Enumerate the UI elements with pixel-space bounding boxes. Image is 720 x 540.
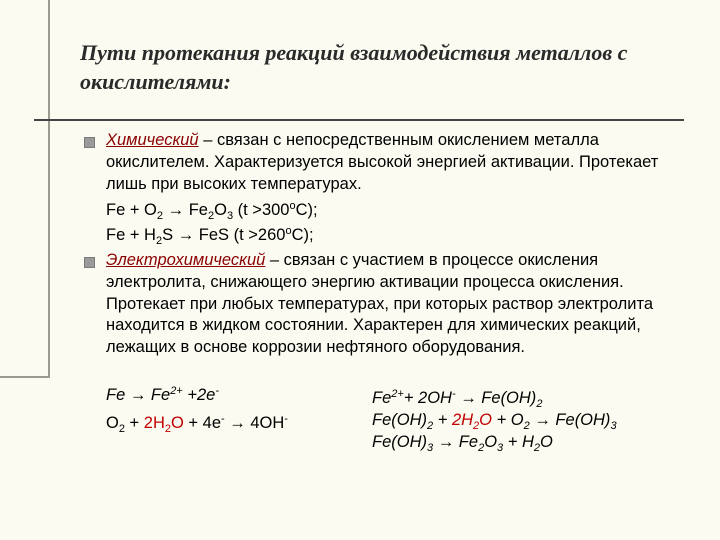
slide-title: Пути протекания реакций взаимодействия металлов с окислителями: <box>80 40 628 94</box>
anode-equation: $Fe \to Fe^{2+} +2e^-$ <box>106 385 219 404</box>
left-bar-bottom-line <box>0 376 48 378</box>
electrochemical-text: – связан с участием в процессе окисления электролита, снижающего энергию активации процесса окисления. Протекает при любых температурах, при которых раствор электролита находится в жидком состоянии. Характерен для химических реакций, лежащих в основе коррозии нефтяного оборудования. <box>106 251 653 357</box>
chemical-term: Химический <box>106 131 199 149</box>
hydroxide-equation-2: $Fe(OH)_2 + 2H_2O + O_2 \to Fe(OH)_3$ <box>372 411 617 432</box>
electrochemical-paragraph <box>106 250 696 359</box>
oxide-equation: $Fe(OH)_3 \to Fe_2O_3 + H_2O$ <box>372 433 553 454</box>
hydroxide-equation-1: $Fe^{2+}+ 2OH^- \to Fe(OH)_2$ <box>372 388 543 410</box>
chemical-paragraph <box>106 130 696 195</box>
chemical-text: – связан с непосредственным окислением металла окислителем. Характеризуется высокой энергией активации. Протекает лишь при высоких температурах. <box>106 131 659 193</box>
chemical-equation-2: $Fe + H_2S$ → FeS $(t >260^oC)$; <box>106 225 314 247</box>
bullet-square-icon <box>84 257 95 268</box>
bullet-square-icon <box>84 137 95 148</box>
left-decorative-bar <box>0 0 50 378</box>
cathode-equation: $O_2 + 2H_2O + 4e^- \to 4OH^-$ <box>106 413 288 435</box>
chemical-equation-1: $Fe + O_2 \to Fe_2O_3$ $(t >300^oC)$; <box>106 200 318 222</box>
electrochemical-term: Электрохимический <box>106 251 266 269</box>
title-divider <box>34 119 684 121</box>
